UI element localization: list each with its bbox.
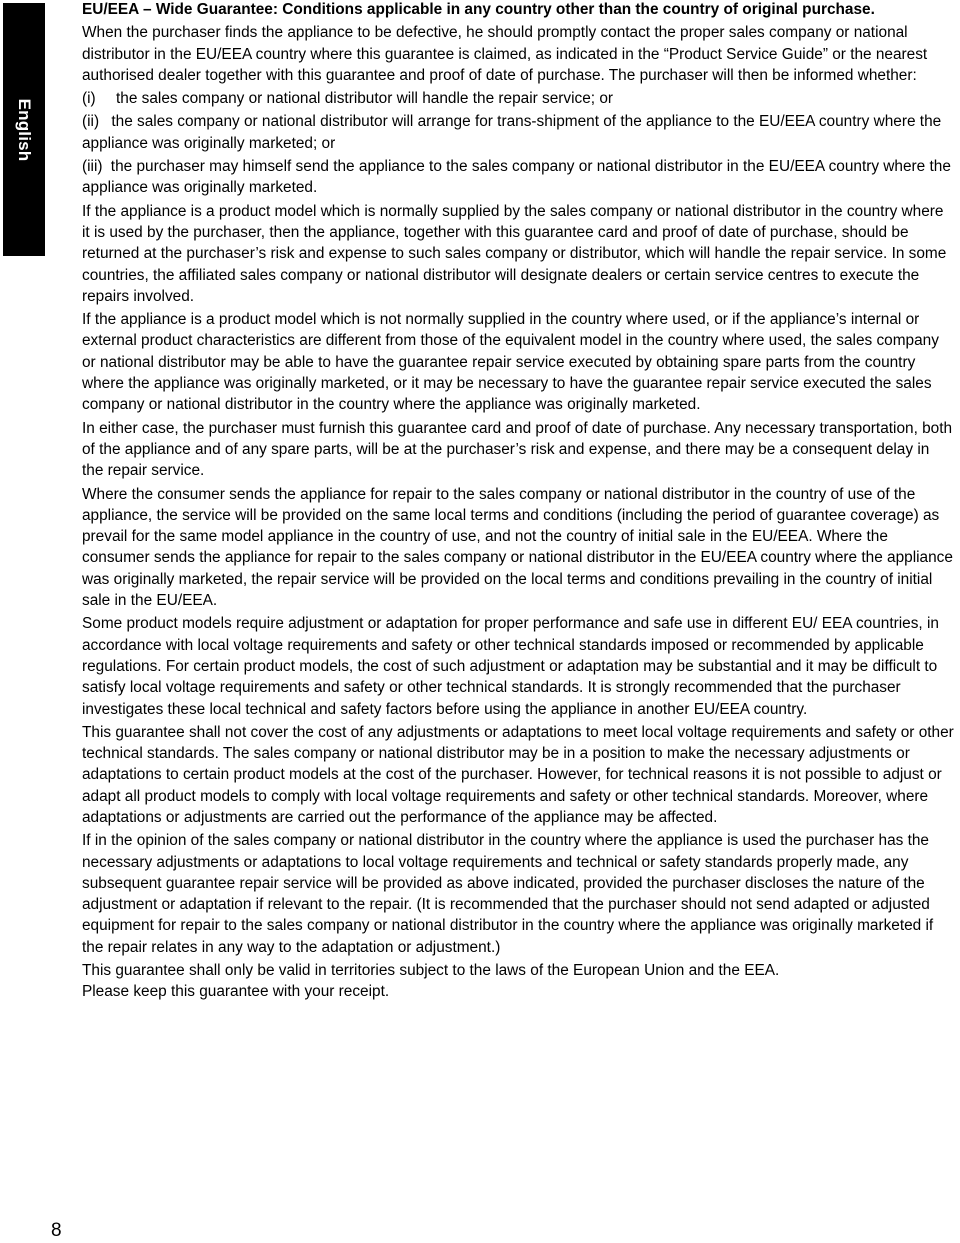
option-marker: (ii) — [82, 113, 100, 131]
body-paragraph: Some product models require adjustment or adaptation for proper performance and safe use in different EU/ EEA countries, in accordance with local voltage requirements and safety or other technical standards imposed or recommended by applicable regulations. For certain product models, the cost of such adjustment or adaptation may be substantial and it may be difficult to satisfy local voltage requirements and safety or other technical standards. It is strongly recommended that the purchaser investigates these local technical and safety factors before using the appliance in another EU/EEA country. — [82, 615, 939, 718]
option-marker: (iii) — [82, 158, 103, 176]
option-text: the sales company or national distributor will arrange for trans-shipment of the appliance to the EU/EEA country where the appliance was originally marketed; or — [82, 113, 942, 152]
language-tab-label: English — [15, 98, 34, 161]
guarantee-text — [82, 0, 954, 1005]
section-heading: EU/EEA – Wide Guarantee: Conditions applicable in any country other than the country of original purchase. — [82, 1, 875, 18]
body-paragraph: Where the consumer sends the appliance for repair to the sales company or national distributor in the country of use of the appliance, the service will be provided on the same local terms and conditions (including the period of guarantee coverage) as prevail for the same model appliance in the country of use, and not the country of initial sale in the EU/EEA. Where the consumer sends the appliance for repair to the sales company or national distributor in the EU/EEA country where the appliance was originally marketed, the repair service will be provided on the local terms and conditions prevailing in the country of initial sale in the EU/EEA. — [82, 485, 953, 610]
option-item — [82, 88, 954, 109]
option-text: the sales company or national distributor will handle the repair service; or — [116, 90, 614, 108]
option-text: the purchaser may himself send the appliance to the sales company or national distributor in the EU/EEA country where the appliance was originally marketed. — [82, 158, 951, 197]
body-paragraph: If the appliance is a product model which is not normally supplied in the country where used, or if the appliance’s internal or external product characteristics are different from those of the equivalent model in the country where used, the sales company or national distributor may be able to have the guarantee repair service executed by obtaining spare parts from the country where the appliance was originally marketed, or it may be necessary to have the guarantee repair service executed the sales company or national distributor in the country where the appliance was originally marketed. — [82, 311, 939, 414]
body-paragraph: If in the opinion of the sales company or national distributor in the country where the appliance is used the purchaser has the necessary adjustments or adaptations to local voltage requirements and technical or safety standards properly made, any subsequent guarantee repair service will be provided as above indicated, provided the purchaser discloses the nature of the adjustment or adaptation if relevant to the repair. (It is recommended that the purchaser should not send adapted or adjusted equipment for repair to the sales company or national distributor in the country where the appliance was originally marketed if the repair relates in any way to the adaptation or adjustment.) — [82, 832, 934, 956]
option-item — [82, 156, 954, 199]
body-paragraph: In either case, the purchaser must furnish this guarantee card and proof of date of purchase. Any necessary transportation, both of the appliance and of any spare parts, will be at the purchaser’s risk and expense, and there may be a consequent delay in the repair service. — [82, 419, 953, 480]
option-item — [82, 111, 954, 154]
option-marker: (i) — [82, 90, 96, 108]
language-tab — [3, 3, 45, 256]
body-paragraph: If the appliance is a product model which is normally supplied by the sales company or national distributor in the country where it is used by the purchaser, then the appliance, together with this guarantee card and proof of date of purchase, should be returned at the purchaser’s risk and expense to such sales company or distributor, which will handle the repair service. In some countries, the affiliated sales company or national distributor will designate dealers or certain service centres to execute the repairs involved. — [82, 202, 947, 305]
body-paragraph: This guarantee shall not cover the cost of any adjustments or adaptations to meet local voltage requirements and safety or other technical standards. The sales company or national distributor may be in a position to make the necessary adjustments or adaptations to certain product models at the cost of the purchaser. However, for technical reasons it is not possible to adjust or adapt all product models to comply with local voltage requirements and safety or other technical standards. Moreover, where adaptations or adjustments are carried out the performance of the appliance may be affected. — [82, 723, 954, 826]
page-number: 8 — [51, 1220, 62, 1241]
body-paragraph: Please keep this guarantee with your receipt. — [82, 983, 390, 1001]
intro-paragraph: When the purchaser finds the appliance to be defective, he should promptly contact the proper sales company or national distributor in the EU/EEA country where this guarantee is claimed, as indicated in the “Product Service Guide” or the nearest authorised dealer together with this guarantee and proof of date of purchase. The purchaser will then be informed whether: — [82, 24, 928, 84]
body-paragraph: This guarantee shall only be valid in territories subject to the laws of the European Union and the EEA. — [82, 962, 780, 980]
